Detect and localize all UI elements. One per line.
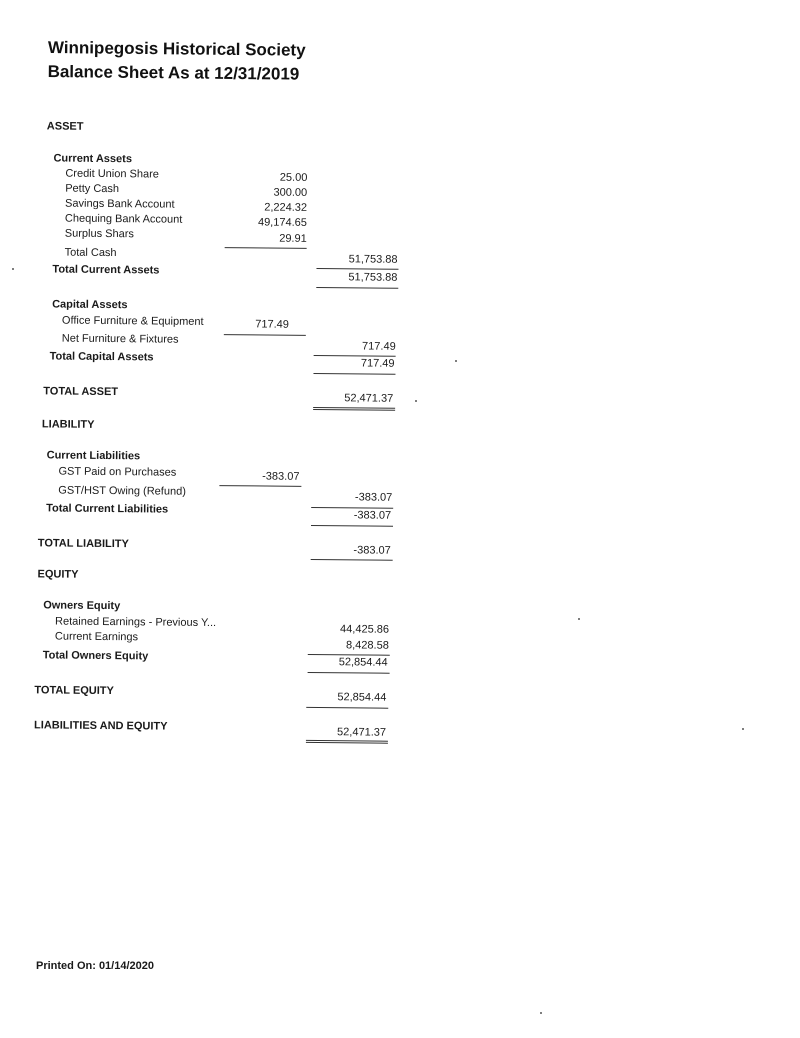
subtotal-label: Total Cash [64, 246, 117, 260]
total-capital-assets-amount: 717.49 [360, 357, 395, 370]
total-rule [316, 268, 398, 270]
scan-speck [12, 268, 14, 270]
scan-speck [578, 618, 580, 620]
total-equity-amount: 52,854.44 [337, 691, 387, 704]
subtotal-label: GST/HST Owing (Refund) [58, 484, 186, 498]
total-liability-amount: -383.07 [353, 544, 391, 557]
liabilities-and-equity-amount: 52,471.37 [337, 726, 387, 739]
org-name: Winnipegosis Historical Society [47, 37, 306, 60]
total-owners-equity-amount: 52,854.44 [338, 656, 388, 669]
line-item-label: GST Paid on Purchases [58, 465, 177, 479]
printed-on-footer: Printed On: 01/14/2020 [36, 960, 154, 972]
subtotal-amount: 51,753.88 [348, 253, 398, 266]
line-item-label: Current Earnings [54, 630, 139, 644]
line-item-amount: 2,224.32 [264, 201, 308, 214]
scan-speck [415, 400, 417, 402]
subtotal-label: Net Furniture & Fixtures [61, 332, 179, 346]
line-item-label: Petty Cash [65, 182, 120, 196]
line-item-amount: 717.49 [255, 318, 289, 331]
section-heading-liability: LIABILITY [41, 418, 95, 431]
line-item-amount: 29.91 [279, 232, 307, 245]
section-heading-asset: ASSET [46, 120, 84, 133]
line-item-label: Surplus Shars [64, 227, 134, 241]
total-rule [308, 672, 390, 674]
report-title: Balance Sheet As at 12/31/2019 [47, 61, 300, 84]
group-heading-capital-assets: Capital Assets [52, 298, 128, 312]
line-item-amount: 25.00 [279, 171, 308, 184]
scan-speck [540, 1012, 542, 1014]
total-liability-label: TOTAL LIABILITY [37, 537, 129, 551]
line-item-amount: -383.07 [262, 470, 300, 483]
scan-speck [455, 360, 457, 362]
total-asset-amount: 52,471.37 [344, 392, 394, 405]
line-item-amount: 300.00 [273, 186, 308, 199]
total-capital-assets-label: Total Capital Assets [49, 350, 154, 364]
subtotal-rule [219, 485, 301, 487]
line-item-amount: 49,174.65 [257, 216, 307, 229]
subtotal-rule [224, 334, 306, 336]
total-current-assets-label: Total Current Assets [52, 263, 160, 277]
total-current-liabilities-amount: -383.07 [353, 509, 392, 522]
grand-total-double-rule [306, 740, 388, 744]
grand-total-double-rule [313, 407, 395, 411]
subtotal-amount: -383.07 [354, 491, 393, 504]
total-rule [306, 707, 388, 709]
section-heading-equity: EQUITY [37, 568, 79, 581]
total-current-assets-amount: 51,753.88 [348, 271, 398, 284]
total-current-liabilities-label: Total Current Liabilities [46, 502, 169, 516]
line-item-label: Credit Union Share [65, 167, 159, 181]
total-rule [311, 559, 393, 561]
line-item-amount: 44,425.86 [340, 623, 390, 636]
total-rule [311, 525, 393, 527]
line-item-label: Retained Earnings - Previous Y... [55, 615, 217, 630]
total-equity-label: TOTAL EQUITY [34, 684, 114, 698]
total-asset-label: TOTAL ASSET [43, 385, 119, 399]
scan-speck [742, 728, 744, 730]
subtotal-rule [225, 247, 307, 249]
line-item-label: Savings Bank Account [65, 197, 175, 211]
total-rule [316, 287, 398, 289]
subtotal-amount: 717.49 [362, 340, 396, 353]
group-heading-owners-equity: Owners Equity [43, 599, 121, 613]
total-owners-equity-label: Total Owners Equity [42, 649, 149, 663]
group-heading-current-assets: Current Assets [53, 152, 133, 166]
line-item-label: Office Furniture & Equipment [61, 314, 204, 328]
liabilities-and-equity-label: LIABILITIES AND EQUITY [34, 719, 168, 733]
line-item-label: Chequing Bank Account [64, 212, 183, 226]
total-rule [313, 373, 395, 375]
group-heading-current-liabilities: Current Liabilities [46, 449, 141, 463]
line-item-amount: 8,428.58 [345, 639, 389, 652]
